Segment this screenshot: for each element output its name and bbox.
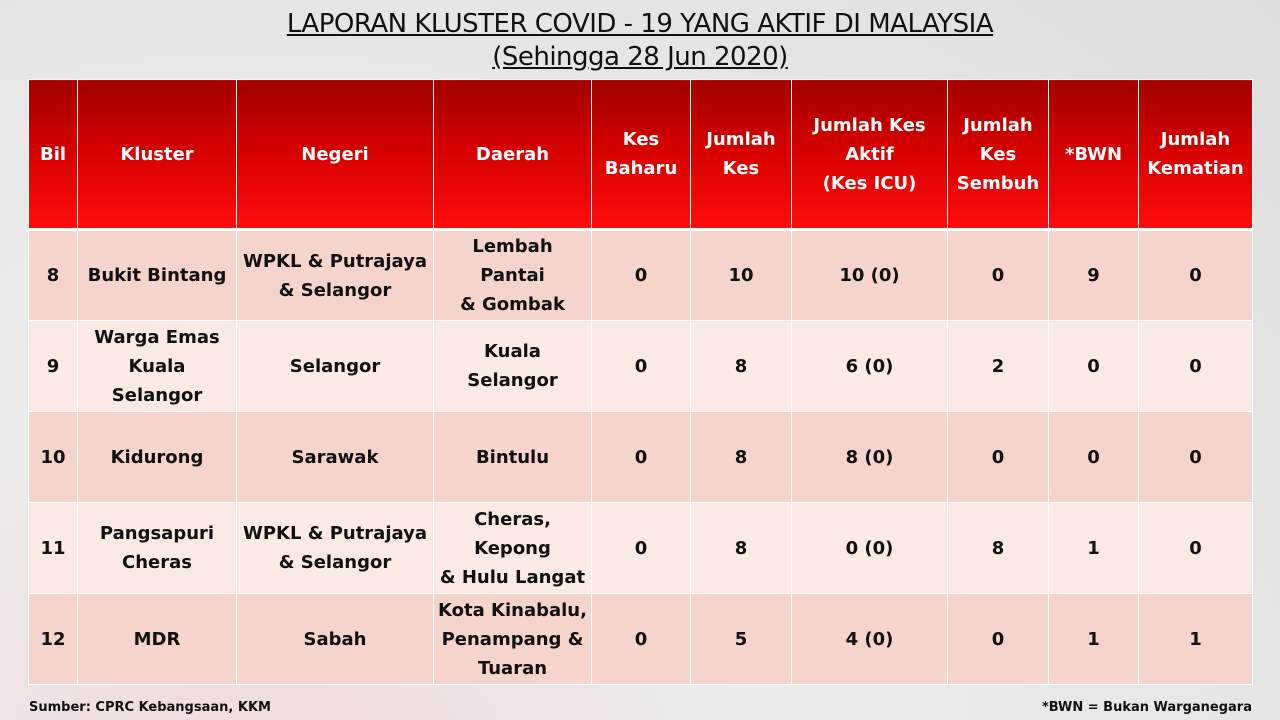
report-title-main: LAPORAN KLUSTER COVID - 19 YANG AKTIF DI MALAYSIA xyxy=(286,9,994,39)
cell-kes-baharu: 0 xyxy=(592,230,691,321)
cell-kluster: Kidurong xyxy=(78,412,237,503)
header-negeri: Negeri xyxy=(237,80,434,230)
cell-daerah: Kuala Selangor xyxy=(434,321,592,412)
cell-kluster: Bukit Bintang xyxy=(78,230,237,321)
cell-negeri: WPKL & Putrajaya & Selangor xyxy=(237,503,434,594)
header-jumlah-kes: Jumlah Kes xyxy=(691,80,792,230)
cell-jumlah-kes: 5 xyxy=(691,594,792,685)
header-bwn: *BWN xyxy=(1049,80,1139,230)
cell-kes-baharu: 0 xyxy=(592,594,691,685)
report-title xyxy=(0,8,1280,74)
cell-daerah: Kota Kinabalu, Penampang & Tuaran xyxy=(434,594,592,685)
cell-negeri: Sabah xyxy=(237,594,434,685)
cell-bil: 12 xyxy=(29,594,78,685)
cell-bil: 8 xyxy=(29,230,78,321)
cell-kes-baharu: 0 xyxy=(592,503,691,594)
table-row xyxy=(29,503,1253,594)
header-kes-baharu: Kes Baharu xyxy=(592,80,691,230)
cell-kluster: Warga Emas Kuala Selangor xyxy=(78,321,237,412)
cell-jumlah-kes-aktif: 8 (0) xyxy=(792,412,948,503)
cell-kes-baharu: 0 xyxy=(592,412,691,503)
cell-bil: 10 xyxy=(29,412,78,503)
cell-bwn: 9 xyxy=(1049,230,1139,321)
cell-negeri: Sarawak xyxy=(237,412,434,503)
cell-jumlah-kes-aktif: 0 (0) xyxy=(792,503,948,594)
cell-kluster: Pangsapuri Cheras xyxy=(78,503,237,594)
cell-daerah: Bintulu xyxy=(434,412,592,503)
cell-bwn: 1 xyxy=(1049,503,1139,594)
cell-jumlah-kematian: 0 xyxy=(1139,321,1253,412)
cell-jumlah-kes: 8 xyxy=(691,412,792,503)
cell-jumlah-kes: 8 xyxy=(691,503,792,594)
cell-jumlah-kes-sembuh: 8 xyxy=(948,503,1049,594)
cell-jumlah-kes-sembuh: 0 xyxy=(948,230,1049,321)
header-kluster: Kluster xyxy=(78,80,237,230)
report-title-date: (Sehingga 28 Jun 2020) xyxy=(492,42,788,72)
table-row xyxy=(29,594,1253,685)
cell-negeri: Selangor xyxy=(237,321,434,412)
cell-jumlah-kes-aktif: 4 (0) xyxy=(792,594,948,685)
source-note: Sumber: CPRC Kebangsaan, KKM xyxy=(29,700,271,715)
table-header-row xyxy=(29,80,1253,230)
cell-jumlah-kes: 8 xyxy=(691,321,792,412)
cluster-table xyxy=(28,79,1253,685)
cell-jumlah-kes-aktif: 10 (0) xyxy=(792,230,948,321)
header-jumlah-kes-sembuh: Jumlah Kes Sembuh xyxy=(948,80,1049,230)
cell-bil: 11 xyxy=(29,503,78,594)
cell-kes-baharu: 0 xyxy=(592,321,691,412)
table-row xyxy=(29,412,1253,503)
bwn-footnote: *BWN = Bukan Warganegara xyxy=(1042,700,1252,715)
header-jumlah-kematian: Jumlah Kematian xyxy=(1139,80,1253,230)
cell-jumlah-kes-aktif: 6 (0) xyxy=(792,321,948,412)
cell-jumlah-kes-sembuh: 0 xyxy=(948,594,1049,685)
cell-jumlah-kematian: 0 xyxy=(1139,230,1253,321)
header-bil: Bil xyxy=(29,80,78,230)
table-row xyxy=(29,321,1253,412)
cell-jumlah-kes-sembuh: 0 xyxy=(948,412,1049,503)
cell-jumlah-kematian: 0 xyxy=(1139,503,1253,594)
cell-jumlah-kematian: 1 xyxy=(1139,594,1253,685)
cell-daerah: Cheras, Kepong & Hulu Langat xyxy=(434,503,592,594)
cell-kluster: MDR xyxy=(78,594,237,685)
cell-jumlah-kes: 10 xyxy=(691,230,792,321)
cell-negeri: WPKL & Putrajaya & Selangor xyxy=(237,230,434,321)
cell-jumlah-kes-sembuh: 2 xyxy=(948,321,1049,412)
table-row xyxy=(29,230,1253,321)
header-jumlah-kes-aktif: Jumlah Kes Aktif (Kes ICU) xyxy=(792,80,948,230)
cell-daerah: Lembah Pantai & Gombak xyxy=(434,230,592,321)
cell-jumlah-kematian: 0 xyxy=(1139,412,1253,503)
cell-bwn: 0 xyxy=(1049,321,1139,412)
cell-bwn: 0 xyxy=(1049,412,1139,503)
header-daerah: Daerah xyxy=(434,80,592,230)
cell-bwn: 1 xyxy=(1049,594,1139,685)
cell-bil: 9 xyxy=(29,321,78,412)
